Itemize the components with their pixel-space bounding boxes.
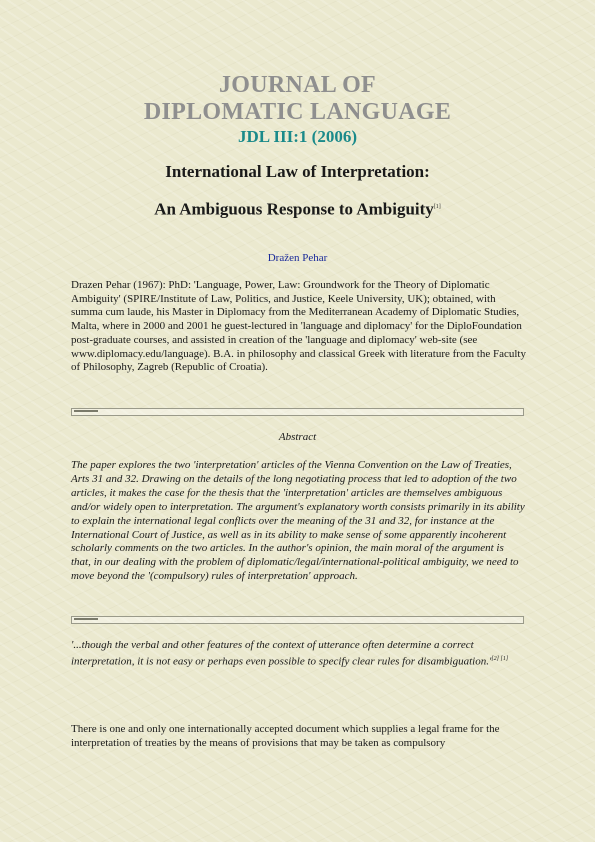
article-subtitle-text: An Ambiguous Response to Ambiguity: [154, 199, 434, 219]
article-title: International Law of Interpretation:: [165, 162, 430, 181]
epigraph-footnote-link[interactable]: [2] [1]: [491, 656, 509, 662]
issue-label: JDL III:1 (2006): [237, 127, 357, 146]
section-divider: [71, 616, 524, 624]
abstract-heading: Abstract: [278, 431, 317, 443]
journal-title-line-2: DIPLOMATIC LANGUAGE: [143, 99, 452, 125]
abstract-text: The paper explores the two 'interpretation' articles of the Vienna Convention on the Law of Treaties, Arts 31 and 32. Drawing on the details of the long negotiating process that led to adoption of the two articles, it makes the case for the thesis that the 'interpretation' articles are themselves ambiguous and/or widely open to interpretation. The argument's explanatory worth consists primarily in its ability to explain the international legal conflicts over the meaning of the 31 and 32, for instance at the International Court of Justice, as well as in its ability to make sense of some apparently incoherent scholarly comments on the two articles. In the author's opinion, the main moral of the argument is that, in our dealing with the problem of diplomatic/legal/international-political ambiguity, we need to move beyond the '(compulsory) rules of interpretation' approach.: [71, 459, 525, 583]
article-subtitle: [0, 197, 595, 220]
section-divider: [71, 408, 524, 416]
body-paragraph: There is one and only one internationally accepted document which supplies a legal frame for the interpretation of treaties by the means of provisions that may be taken as compulsory: [71, 723, 500, 749]
divider-mark: [74, 410, 98, 412]
journal-title: [0, 72, 595, 126]
author-bio: Drazen Pehar (1967): PhD: 'Language, Power, Law: Groundwork for the Theory of Diplomatic Ambiguity' (SPIRE/Institute of Law, Politics, and Justice, Keele University, UK); obtained, with summa cum laude, his Master in Diplomacy from the Mediterranean Academy of Diplomatic Studies, Malta, where in 2000 and 2001 he guest-lectured in 'language and diplomacy' for the DiploFoundation post-graduate courses, and assisted in creation of the 'language and diplomacy' web-site (see www.diplomacy.edu/language). B.A. in philosophy and classical Greek with literature from the Faculty of Philosophy, Zagreb (Republic of Croatia).: [71, 279, 526, 374]
epigraph-quote: [71, 638, 526, 669]
author-link[interactable]: Dražen Pehar: [267, 252, 328, 264]
subtitle-footnote-link[interactable]: [1]: [433, 204, 441, 210]
epigraph-text: '...though the verbal and other features of the context of utterance often determine a correct interpretation, it is not easy or perhaps even possible to specify clear rules for disambiguation.': [71, 639, 492, 668]
divider-mark: [74, 618, 98, 620]
journal-title-line-1: JOURNAL OF: [218, 72, 376, 98]
